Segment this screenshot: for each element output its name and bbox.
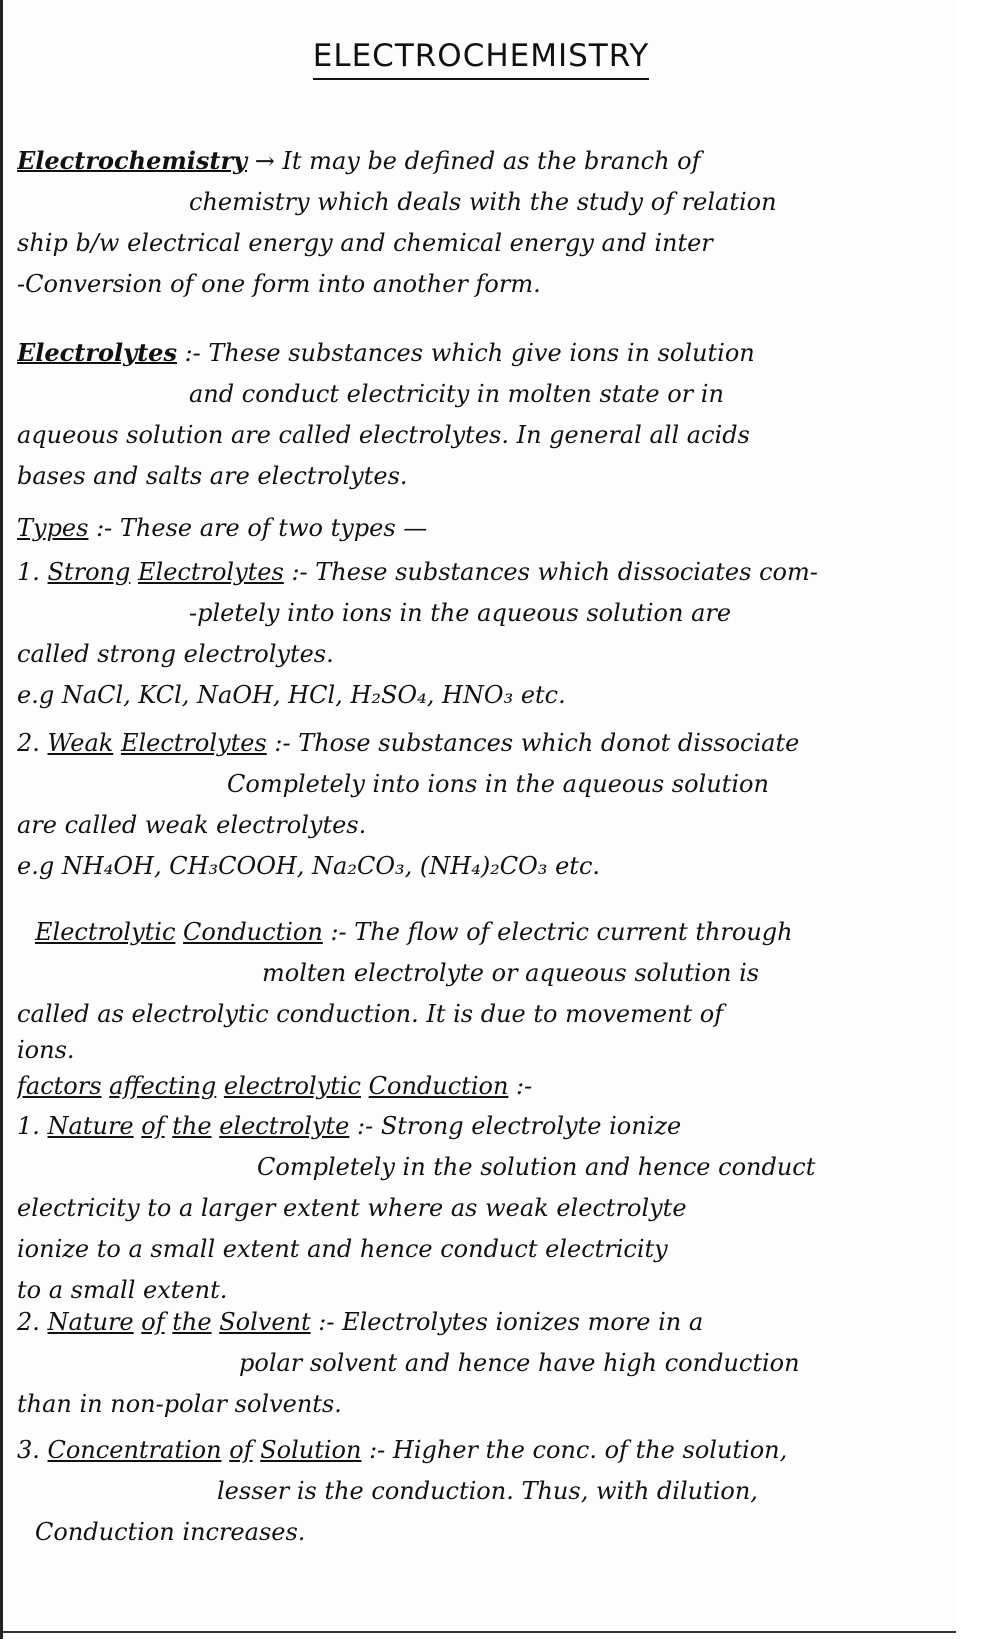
definition-line: to a small extent. <box>17 1276 228 1304</box>
definition-line: Electrochemistry → It may be defined as the branch of <box>17 146 701 175</box>
definition-line: 3. Concentration of Solution :- Higher the conc. of the solution, <box>17 1436 788 1464</box>
definition-line: -pletely into ions in the aqueous solution are <box>189 599 732 627</box>
section-factors-heading <box>17 1066 945 1107</box>
definition-line: Electrolytes :- These substances which give ions in solution <box>17 338 755 367</box>
definition-line: Completely into ions in the aqueous solution <box>227 770 769 798</box>
term-electrochemistry: Electrochemistry <box>17 146 248 175</box>
definition-line: ionize to a small extent and hence conduct electricity <box>17 1235 668 1263</box>
definition-line: Conduction increases. <box>35 1518 306 1546</box>
term-electrolytes: Electrolytes <box>17 338 177 367</box>
definition-line: ship b/w electrical energy and chemical energy and inter <box>17 229 713 257</box>
definition-line: bases and salts are electrolytes. <box>17 462 408 490</box>
definition-line: 2. Nature of the Solvent :- Electrolytes ionizes more in a <box>17 1308 704 1336</box>
definition-line: polar solvent and hence have high conduction <box>239 1349 800 1377</box>
section-nature-of-solvent <box>17 1302 945 1425</box>
section-electrolytic-conduction <box>17 912 945 1065</box>
definition-line: 1. Nature of the electrolyte :- Strong electrolyte ionize <box>17 1112 682 1140</box>
section-nature-of-electrolyte <box>17 1106 945 1311</box>
definition-line: called strong electrolytes. <box>17 640 334 668</box>
page-title: ELECTROCHEMISTRY <box>3 38 959 74</box>
definition-line: aqueous solution are called electrolytes. In general all acids <box>17 421 750 449</box>
section-concentration <box>17 1430 945 1553</box>
term-types: Types <box>17 514 89 542</box>
types-line: Types :- These are of two types — <box>17 514 428 542</box>
example-line: e.g NH₄OH, CH₃COOH, Na₂CO₃, (NH₄)₂CO₃ etc. <box>17 852 601 880</box>
section-electrolytes <box>17 332 945 497</box>
factors-heading: factors affecting electrolytic Conduction :- <box>17 1072 533 1100</box>
section-weak-electrolytes <box>17 723 945 887</box>
definition-line: Electrolytic Conduction :- The flow of electric current through <box>35 918 793 946</box>
definition-line: 1. Strong Electrolytes :- These substances which dissociates com- <box>17 558 818 586</box>
definition-line: Completely in the solution and hence conduct <box>257 1153 816 1181</box>
definition-line: molten electrolyte or aqueous solution is <box>262 959 760 987</box>
section-types <box>17 508 945 549</box>
definition-line: electricity to a larger extent where as weak electrolyte <box>17 1194 687 1222</box>
definition-line: lesser is the conduction. Thus, with dilution, <box>217 1477 758 1505</box>
definition-line: are called weak electrolytes. <box>17 811 367 839</box>
page-bottom-edge <box>3 1631 956 1633</box>
section-strong-electrolytes <box>17 552 945 716</box>
definition-line: called as electrolytic conduction. It is due to movement of <box>17 1000 724 1028</box>
definition-line: -Conversion of one form into another form. <box>17 270 541 298</box>
definition-line: and conduct electricity in molten state or in <box>189 380 724 408</box>
definition-line: ions. <box>17 1036 75 1064</box>
example-line: e.g NaCl, KCl, NaOH, HCl, H₂SO₄, HNO₃ etc. <box>17 681 566 709</box>
definition-line: than in non-polar solvents. <box>17 1390 342 1418</box>
section-electrochemistry <box>17 140 945 305</box>
definition-line: chemistry which deals with the study of relation <box>189 188 777 216</box>
definition-line: 2. Weak Electrolytes :- Those substances which donot dissociate <box>17 729 800 757</box>
